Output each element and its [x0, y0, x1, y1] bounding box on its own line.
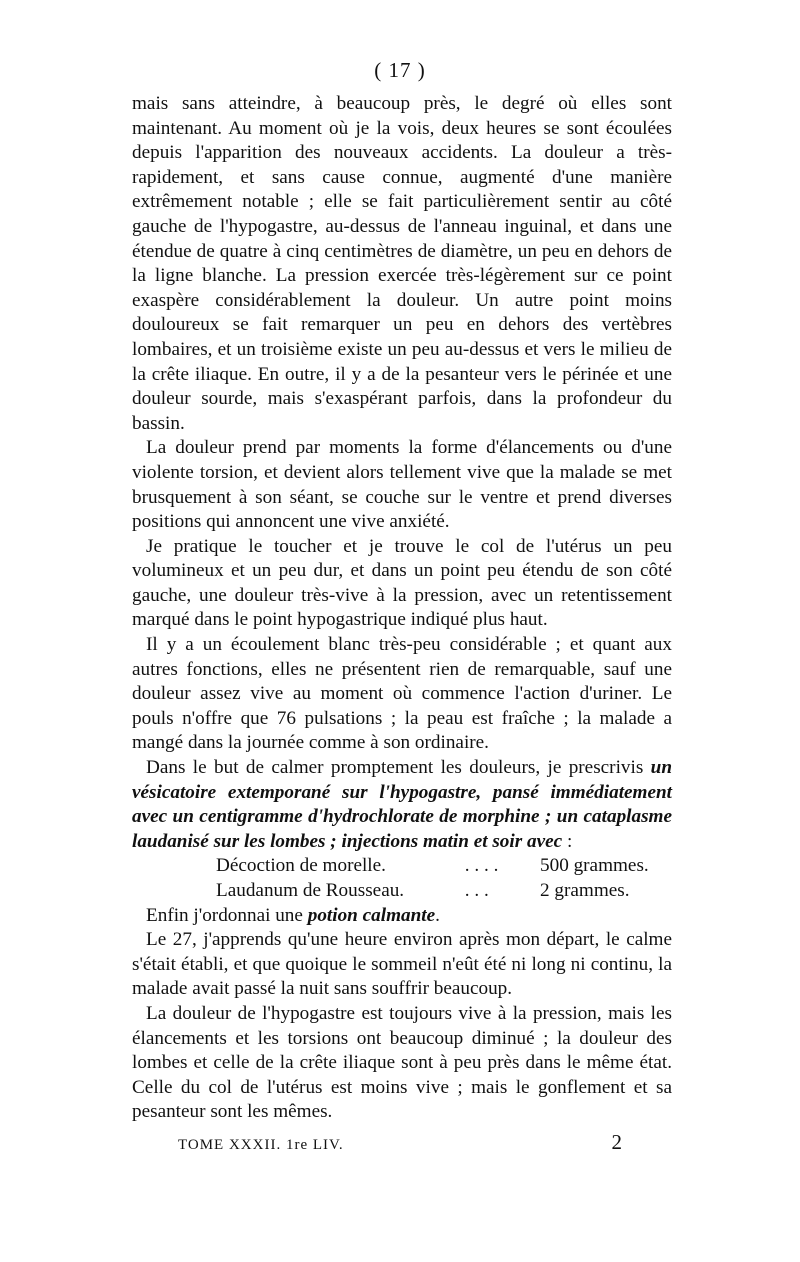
item-quantity: 2 grammes.	[540, 880, 630, 901]
paragraph-1: mais sans atteindre, à beaucoup près, le degré où elles sont maintenant. Au moment où je la vois, deux heures se sont écoulées depuis l'apparition des nouveaux accidents. La douleur a très-rapidement, et sans cause connue, augmenté d'une manière extrêmement notable ; elle se fait particulièrement sentir au côté gauche de l'hypogastre, au-dessus de l'anneau inguinal, et dans une étendue de quatre à cinq centimètres de diamètre, un peu en dehors de la ligne blanche. La pression exercée très-légèrement sur ce point exaspère considérablement la douleur. Un autre point moins douloureux se fait remarquer un peu en dehors des vertèbres lombaires, et un troisième existe un peu au-dessus et vers le milieu de la crête iliaque. En outre, il y a de la pesanteur vers le périnée et une douleur sourde, mais s'exaspérant parfois, dans la profondeur du bassin.	[132, 93, 672, 434]
body-text	[132, 92, 672, 1125]
paragraph-3: Je pratique le toucher et je trouve le col de l'utérus un peu volumineux et un peu dur, et dans un point peu étendu de son côté gauche, une douleur très-vive à la pression, avec un retentissement marqué dans le point hypogastrique indiqué plus haut.	[132, 535, 672, 631]
prescription-emphasis: un vésicatoire extemporané sur l'hypogastre, pansé immédiatement avec un centigramme d'hydrochlorate de morphine ; un cataplasme laudanisé sur les lombes ; injections matin et soir avec	[132, 757, 673, 852]
prescription-paragraph	[132, 756, 672, 854]
paragraph-4: Il y a un écoulement blanc très-peu considérable ; et quant aux autres fonctions, elles ne présentent rien de remarquable, sauf une douleur assez vive au moment où commence l'action d'uriner. Le pouls n'offre que 76 pulsations ; la peau est fraîche ; la malade a mangé dans la journée comme à son ordinaire.	[132, 634, 672, 754]
potion-paragraph	[132, 904, 672, 929]
prescription-intro: Dans le but de calmer promptement les douleurs, je prescrivis	[146, 757, 644, 779]
potion-emphasis: potion calmante	[307, 904, 436, 926]
page-number-header: ( 17 )	[374, 58, 426, 82]
item-dots: . . . .	[460, 855, 499, 877]
item-quantity: 500 grammes.	[540, 855, 649, 877]
potion-intro: Enfin j'ordonnai une	[146, 904, 303, 926]
prescription-item	[132, 854, 672, 879]
prescription-list	[132, 854, 672, 903]
paragraph-7: La douleur de l'hypogastre est toujours vive à la pression, mais les élancements et les torsions ont beaucoup diminué ; la douleur des lombes et celle de la crête iliaque sont à peu près dans le même état. Celle du col de l'utérus est moins vive ; mais le gonflement et sa pesanteur sont les mêmes.	[132, 1002, 672, 1123]
item-name: Décoction de morelle.	[216, 855, 386, 877]
prescription-item	[132, 879, 672, 904]
item-name: Laudanum de Rousseau.	[216, 880, 405, 901]
potion-end: .	[435, 904, 440, 926]
signature-mark: TOME XXXII. 1re LIV.	[178, 1137, 344, 1153]
page-footer	[178, 1130, 622, 1155]
gathering-number: 2	[611, 1130, 622, 1154]
prescription-colon: :	[562, 830, 573, 852]
paragraph-6: Le 27, j'apprends qu'une heure environ après mon départ, le calme s'était établi, et que quoique le sommeil n'eût été ni long ni continu, la malade avait passé la nuit sans souffrir beaucoup.	[132, 929, 672, 1000]
item-dots: . . .	[460, 880, 489, 901]
paragraph-2: La douleur prend par moments la forme d'élancements ou d'une violente torsion, et devient alors tellement vive que la malade se met brusquement à son séant, se couche sur le ventre et prend diverses positions qui annoncent une vive anxiété.	[132, 437, 672, 533]
